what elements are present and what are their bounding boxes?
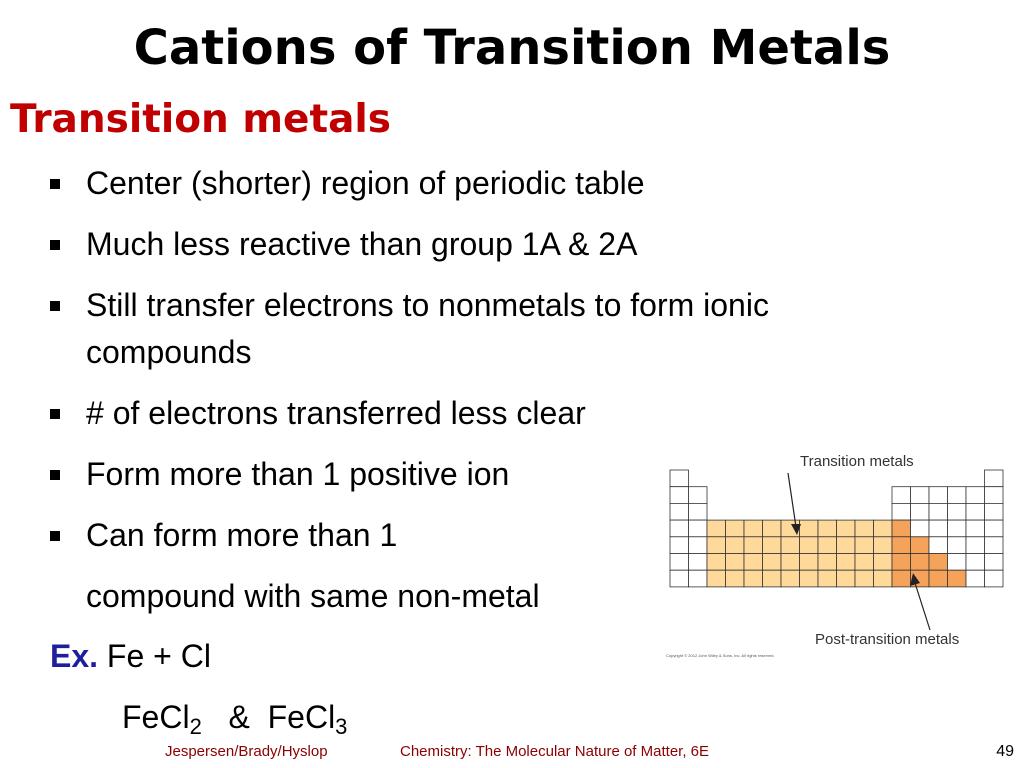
periodic-table-cell bbox=[855, 520, 874, 537]
bullet-text: Can form more than 1 bbox=[86, 517, 398, 553]
product-1-formula bbox=[122, 699, 202, 739]
periodic-table-cell bbox=[985, 520, 1004, 537]
periodic-table-cell bbox=[892, 487, 911, 504]
periodic-table-cell bbox=[874, 520, 893, 537]
periodic-table-cell bbox=[948, 503, 967, 520]
periodic-table-cell bbox=[948, 554, 967, 571]
periodic-table-cell bbox=[744, 554, 763, 571]
bullet-text: Much less reactive than group 1A & 2A bbox=[86, 226, 638, 262]
periodic-table-cell bbox=[929, 537, 948, 554]
periodic-table-cell bbox=[670, 470, 689, 487]
bullet-marker-icon bbox=[50, 470, 60, 480]
periodic-table-cell bbox=[763, 537, 782, 554]
periodic-table-cell bbox=[874, 537, 893, 554]
periodic-table-cell bbox=[892, 537, 911, 554]
periodic-table-cell bbox=[707, 554, 726, 571]
example-label: Ex. bbox=[50, 638, 99, 674]
periodic-table-cell bbox=[948, 487, 967, 504]
periodic-table-cell bbox=[726, 554, 745, 571]
periodic-table-cell bbox=[800, 520, 819, 537]
copyright-text: Copyright © 2012 John Wiley & Sons, Inc. All rights reserved. bbox=[666, 653, 775, 658]
periodic-table-cell bbox=[966, 570, 985, 587]
periodic-table-cell bbox=[966, 503, 985, 520]
product-2-subscript: 3 bbox=[335, 714, 348, 739]
periodic-table-cell bbox=[670, 554, 689, 571]
periodic-table-cell bbox=[818, 554, 837, 571]
periodic-table-cell bbox=[911, 503, 930, 520]
periodic-table-cell bbox=[818, 520, 837, 537]
periodic-table-cell bbox=[929, 520, 948, 537]
bullet-text: Center (shorter) region of periodic table bbox=[86, 165, 645, 201]
periodic-table-cell bbox=[855, 537, 874, 554]
post-transition-metals-label: Post-transition metals bbox=[815, 631, 960, 648]
periodic-table-cell bbox=[800, 554, 819, 571]
periodic-table-cell bbox=[689, 537, 708, 554]
periodic-table-cell bbox=[911, 487, 930, 504]
periodic-table-cell bbox=[818, 537, 837, 554]
periodic-table-cell bbox=[800, 570, 819, 587]
periodic-table-cell bbox=[781, 570, 800, 587]
periodic-table-cell bbox=[874, 570, 893, 587]
periodic-table-cell bbox=[929, 503, 948, 520]
periodic-table-cell bbox=[726, 570, 745, 587]
periodic-table-cell bbox=[929, 487, 948, 504]
periodic-table-cell bbox=[670, 520, 689, 537]
product-1-base: FeCl bbox=[122, 699, 190, 735]
periodic-table-cell bbox=[911, 554, 930, 571]
periodic-table-cell bbox=[966, 520, 985, 537]
example-products bbox=[122, 694, 347, 740]
product-1-subscript: 2 bbox=[189, 714, 202, 739]
slide-title: Cations of Transition Metals bbox=[133, 20, 891, 76]
periodic-table-cell bbox=[689, 503, 708, 520]
periodic-table-cell bbox=[985, 487, 1004, 504]
bullet-marker-icon bbox=[50, 301, 60, 311]
periodic-table-cell bbox=[985, 503, 1004, 520]
product-2-formula bbox=[267, 699, 348, 739]
bullet-marker-icon bbox=[50, 179, 60, 189]
periodic-table-cell bbox=[689, 487, 708, 504]
periodic-table-cell bbox=[948, 570, 967, 587]
periodic-table-cell bbox=[911, 520, 930, 537]
periodic-table-cell bbox=[800, 537, 819, 554]
periodic-table-cell bbox=[985, 537, 1004, 554]
periodic-table-cell bbox=[966, 537, 985, 554]
periodic-table-cell bbox=[985, 570, 1004, 587]
periodic-table-cell bbox=[726, 537, 745, 554]
periodic-table-grid bbox=[670, 470, 1003, 587]
periodic-table-figure bbox=[660, 445, 1010, 670]
periodic-table-cell bbox=[837, 570, 856, 587]
periodic-table-diagram bbox=[660, 445, 1010, 670]
periodic-table-cell bbox=[670, 487, 689, 504]
transition-metals-label: Transition metals bbox=[800, 453, 914, 470]
periodic-table-cell bbox=[929, 554, 948, 571]
periodic-table-cell bbox=[744, 570, 763, 587]
post-transition-arrow-line bbox=[915, 583, 930, 630]
periodic-table-cell bbox=[966, 554, 985, 571]
periodic-table-cell bbox=[837, 520, 856, 537]
periodic-table-cell bbox=[726, 520, 745, 537]
periodic-table-cell bbox=[837, 537, 856, 554]
periodic-table-cell bbox=[707, 570, 726, 587]
periodic-table-cell bbox=[837, 554, 856, 571]
bullet-marker-icon bbox=[50, 531, 60, 541]
periodic-table-cell bbox=[892, 554, 911, 571]
periodic-table-cell bbox=[763, 570, 782, 587]
periodic-table-cell bbox=[744, 537, 763, 554]
periodic-table-cell bbox=[985, 554, 1004, 571]
periodic-table-cell bbox=[985, 470, 1004, 487]
periodic-table-cell bbox=[689, 554, 708, 571]
periodic-table-cell bbox=[855, 570, 874, 587]
periodic-table-cell bbox=[707, 537, 726, 554]
periodic-table-cell bbox=[689, 520, 708, 537]
footer-authors: Jespersen/Brady/Hyslop bbox=[165, 743, 328, 760]
periodic-table-cell bbox=[707, 520, 726, 537]
footer-book-title: Chemistry: The Molecular Nature of Matter, 6E bbox=[400, 743, 710, 760]
conjunction: & bbox=[228, 699, 250, 735]
periodic-table-cell bbox=[781, 554, 800, 571]
periodic-table-cell bbox=[892, 503, 911, 520]
periodic-table-cell bbox=[670, 503, 689, 520]
periodic-table-cell bbox=[855, 554, 874, 571]
periodic-table-cell bbox=[874, 554, 893, 571]
periodic-table-cell bbox=[689, 570, 708, 587]
periodic-table-cell bbox=[966, 487, 985, 504]
periodic-table-cell bbox=[892, 520, 911, 537]
periodic-table-cell bbox=[763, 554, 782, 571]
bullet-text: Form more than 1 positive ion bbox=[86, 456, 510, 492]
example-reaction: Fe + Cl bbox=[106, 638, 211, 674]
periodic-table-cell bbox=[948, 520, 967, 537]
example-line bbox=[50, 633, 211, 679]
periodic-table-cell bbox=[763, 520, 782, 537]
periodic-table-cell bbox=[670, 570, 689, 587]
periodic-table-cell bbox=[948, 537, 967, 554]
bullet-marker-icon bbox=[50, 409, 60, 419]
periodic-table-cell bbox=[818, 570, 837, 587]
bullet-text: Still transfer electrons to nonmetals to form ionic bbox=[86, 287, 769, 323]
bullet-continuation: compounds bbox=[86, 334, 252, 370]
periodic-table-cell bbox=[929, 570, 948, 587]
periodic-table-cell bbox=[670, 537, 689, 554]
periodic-table-cell bbox=[781, 537, 800, 554]
bullet-marker-icon bbox=[50, 240, 60, 250]
section-heading: Transition metals bbox=[10, 97, 391, 142]
page-number: 49 bbox=[996, 743, 1014, 760]
periodic-table-cell bbox=[744, 520, 763, 537]
periodic-table-cell bbox=[892, 570, 911, 587]
product-2-base: FeCl bbox=[267, 699, 336, 735]
bullet-text: # of electrons transferred less clear bbox=[86, 395, 586, 431]
transition-arrow-line bbox=[788, 473, 796, 527]
periodic-table-cell bbox=[911, 537, 930, 554]
bullet-continuation: compound with same non-metal bbox=[86, 578, 540, 614]
